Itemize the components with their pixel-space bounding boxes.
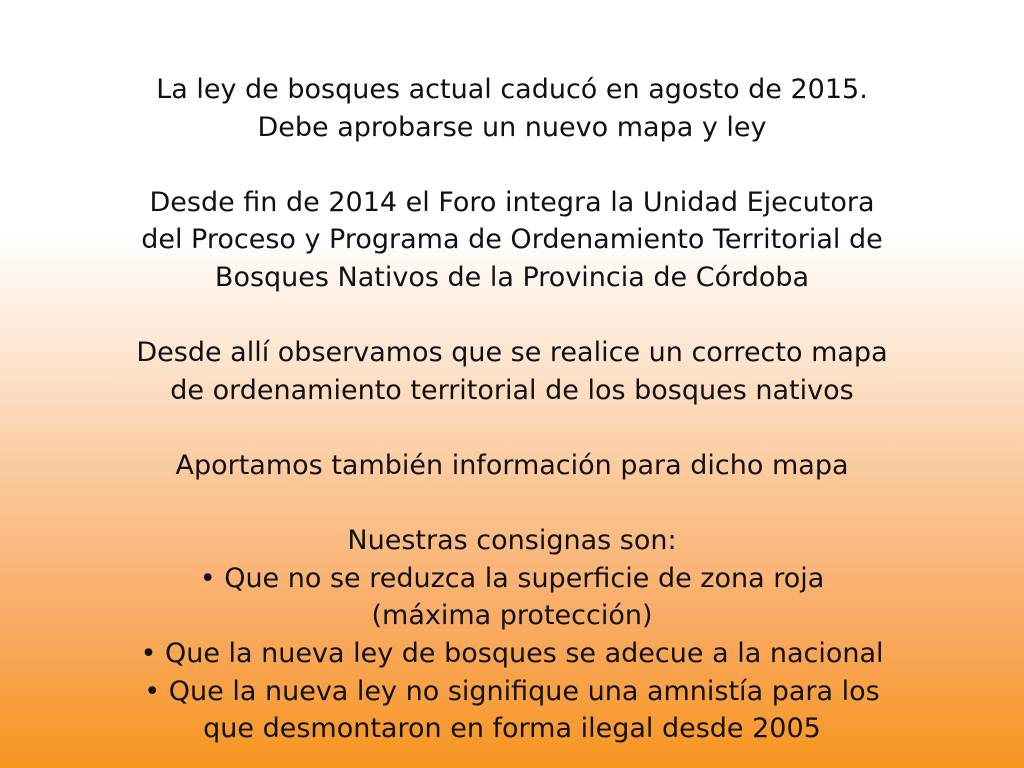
text-line: de ordenamiento territorial de los bosques nativos xyxy=(170,374,854,406)
text-line: Bosques Nativos de la Provincia de Córdoba xyxy=(214,261,810,293)
text-line: Aportamos también información para dicho mapa xyxy=(175,449,849,481)
paragraph-slogans xyxy=(60,522,964,748)
slide-text-block xyxy=(60,71,964,748)
paragraph-spacer xyxy=(60,485,964,523)
bullet-item: • Que no se reduzca la superficie de zona roja xyxy=(199,562,825,594)
bullet-item: • Que la nueva ley de bosques se adecue a la nacional xyxy=(140,637,884,669)
paragraph-law-expired xyxy=(60,71,964,146)
text-line: La ley de bosques actual caducó en agosto de 2015. xyxy=(156,74,868,105)
text-line: Desde allí observamos que se realice un correcto mapa xyxy=(136,337,888,369)
paragraph-spacer xyxy=(60,146,964,184)
paragraph-contribution xyxy=(60,447,964,485)
bullet-item-continuation: (máxima protección) xyxy=(371,600,653,632)
text-line: Debe aprobarse un nuevo mapa y ley xyxy=(257,111,767,143)
text-line: del Proceso y Programa de Ordenamiento Territorial de xyxy=(141,224,883,256)
paragraph-observation xyxy=(60,334,964,409)
paragraph-spacer xyxy=(60,297,964,335)
bullet-item-continuation: que desmontaron en forma ilegal desde 2005 xyxy=(203,713,821,745)
paragraph-foro-unidad-ejecutora xyxy=(60,184,964,297)
slogans-heading: Nuestras consignas son: xyxy=(347,525,677,557)
text-line: Desde fin de 2014 el Foro integra la Unidad Ejecutora xyxy=(149,186,875,218)
paragraph-spacer xyxy=(60,409,964,447)
bullet-item: • Que la nueva ley no signifique una amnistía para los xyxy=(144,675,880,707)
